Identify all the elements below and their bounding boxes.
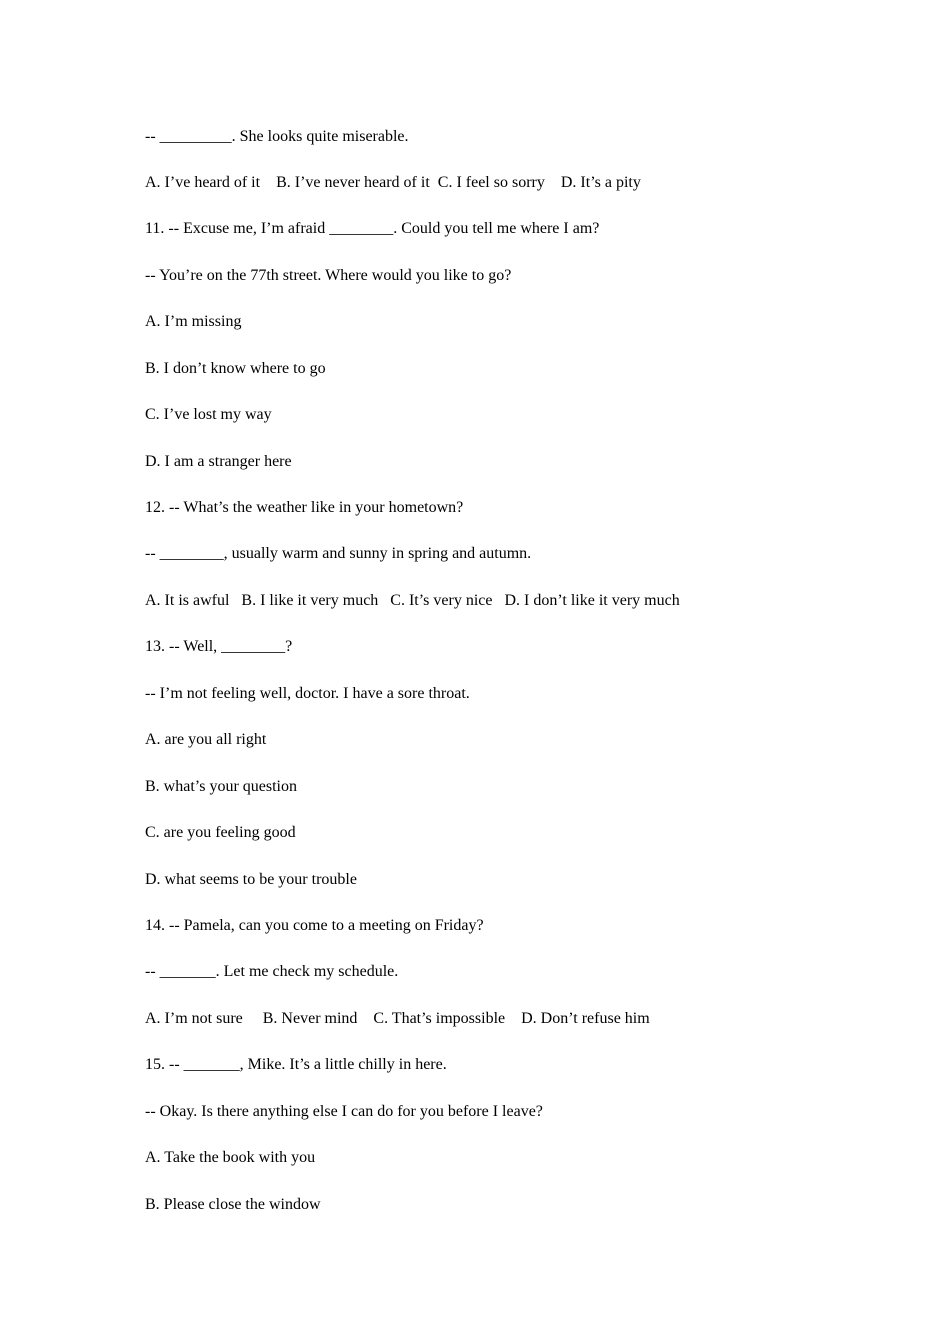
q13-option-a: A. are you all right: [145, 731, 267, 748]
q10-options: A. I’ve heard of it B. I’ve never heard of it C. I feel so sorry D. It’s a pity: [145, 174, 641, 191]
q12-options: A. It is awful B. I like it very much C. It’s very nice D. I don’t like it very much: [145, 592, 680, 609]
q11-option-c: C. I’ve lost my way: [145, 406, 272, 423]
q15-option-b: B. Please close the window: [145, 1196, 321, 1213]
q15-option-a: A. Take the book with you: [145, 1149, 316, 1166]
q11-question: 11. -- Excuse me, I’m afraid ________. Could you tell me where I am?: [145, 220, 600, 237]
q11-option-d: D. I am a stranger here: [145, 453, 292, 470]
q14-options: A. I’m not sure B. Never mind C. That’s impossible D. Don’t refuse him: [145, 1010, 650, 1027]
q13-response: -- I’m not feeling well, doctor. I have a sore throat.: [145, 685, 470, 702]
q14-question: 14. -- Pamela, can you come to a meeting on Friday?: [145, 917, 484, 934]
q11-option-a: A. I’m missing: [145, 313, 242, 330]
q12-question: 12. -- What’s the weather like in your hometown?: [145, 499, 464, 516]
q14-response: -- _______. Let me check my schedule.: [145, 963, 399, 980]
q15-response: -- Okay. Is there anything else I can do for you before I leave?: [145, 1103, 543, 1120]
q10-response-line: -- _________. She looks quite miserable.: [145, 128, 409, 145]
q11-option-b: B. I don’t know where to go: [145, 360, 326, 377]
q13-option-c: C. are you feeling good: [145, 824, 296, 841]
q15-question: 15. -- _______, Mike. It’s a little chilly in here.: [145, 1056, 447, 1073]
q13-option-d: D. what seems to be your trouble: [145, 871, 357, 888]
q11-response: -- You’re on the 77th street. Where would you like to go?: [145, 267, 512, 284]
q13-question: 13. -- Well, ________?: [145, 638, 293, 655]
q13-option-b: B. what’s your question: [145, 778, 297, 795]
q12-response: -- ________, usually warm and sunny in spring and autumn.: [145, 545, 532, 562]
